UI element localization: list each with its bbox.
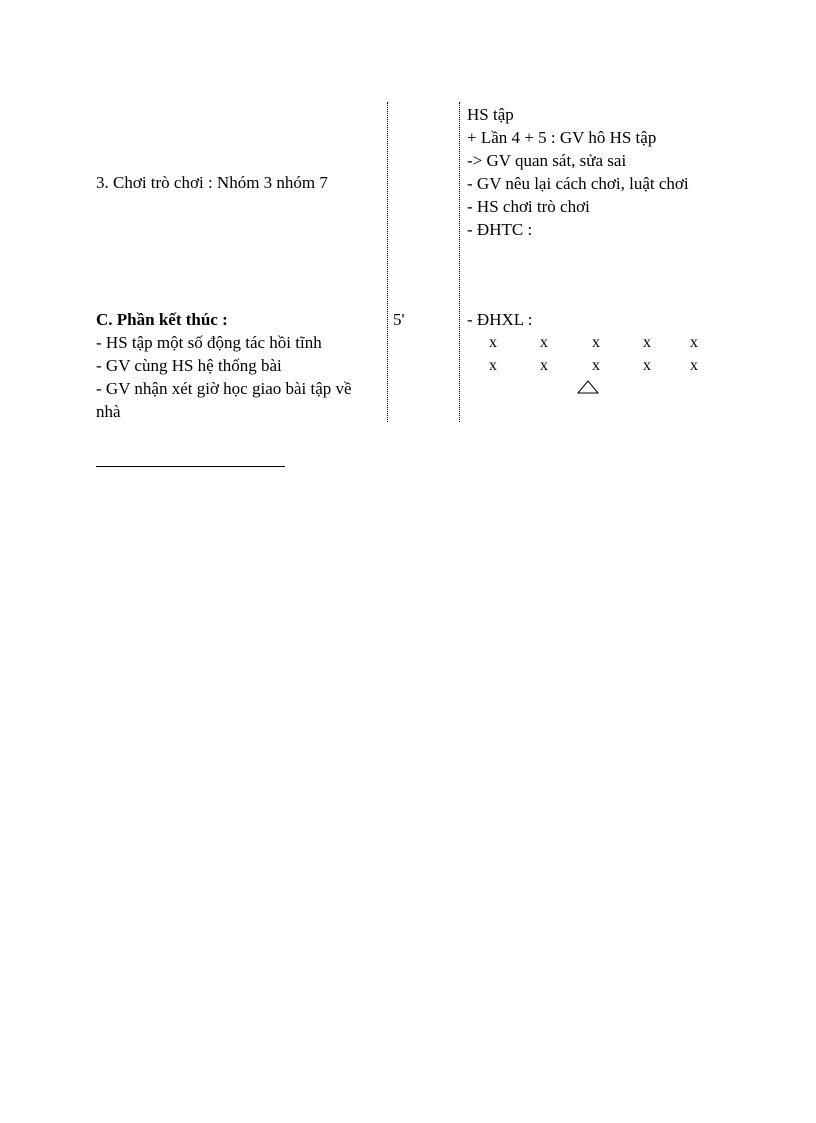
formation-label: - ĐHXL : — [467, 310, 533, 329]
student-mark: x — [489, 334, 497, 351]
list-item: - HS tập một số động tác hồi tĩnh — [96, 333, 322, 352]
student-mark: x — [643, 334, 651, 351]
column-divider-left — [387, 102, 388, 422]
triangle-icon — [577, 380, 599, 394]
list-item: - GV cùng HS hệ thống bài — [96, 356, 282, 375]
student-mark: x — [643, 357, 651, 374]
student-mark: x — [690, 334, 698, 351]
student-mark: x — [690, 357, 698, 374]
activity-line: -> GV quan sát, sửa sai — [467, 151, 627, 170]
list-item: - GV nhận xét giờ học giao bài tập về — [96, 379, 352, 398]
activity-line: HS tập — [467, 105, 514, 124]
student-mark: x — [592, 357, 600, 374]
student-mark: x — [592, 334, 600, 351]
activity-line: - HS chơi trò chơi — [467, 197, 590, 216]
activity-line: - ĐHTC : — [467, 220, 533, 239]
list-item: nhà — [96, 402, 121, 421]
column-divider-right — [459, 102, 460, 422]
footnote-separator — [96, 466, 285, 467]
student-mark: x — [540, 334, 548, 351]
duration-value: 5' — [393, 310, 405, 329]
activity-line: + Lần 4 + 5 : GV hô HS tập — [467, 128, 657, 147]
student-mark: x — [540, 357, 548, 374]
game-title: 3. Chơi trò chơi : Nhóm 3 nhóm 7 — [96, 173, 328, 192]
section-heading: C. Phần kết thúc : — [96, 310, 228, 329]
activity-line: - GV nêu lại cách chơi, luật chơi — [467, 174, 689, 193]
student-mark: x — [489, 357, 497, 374]
